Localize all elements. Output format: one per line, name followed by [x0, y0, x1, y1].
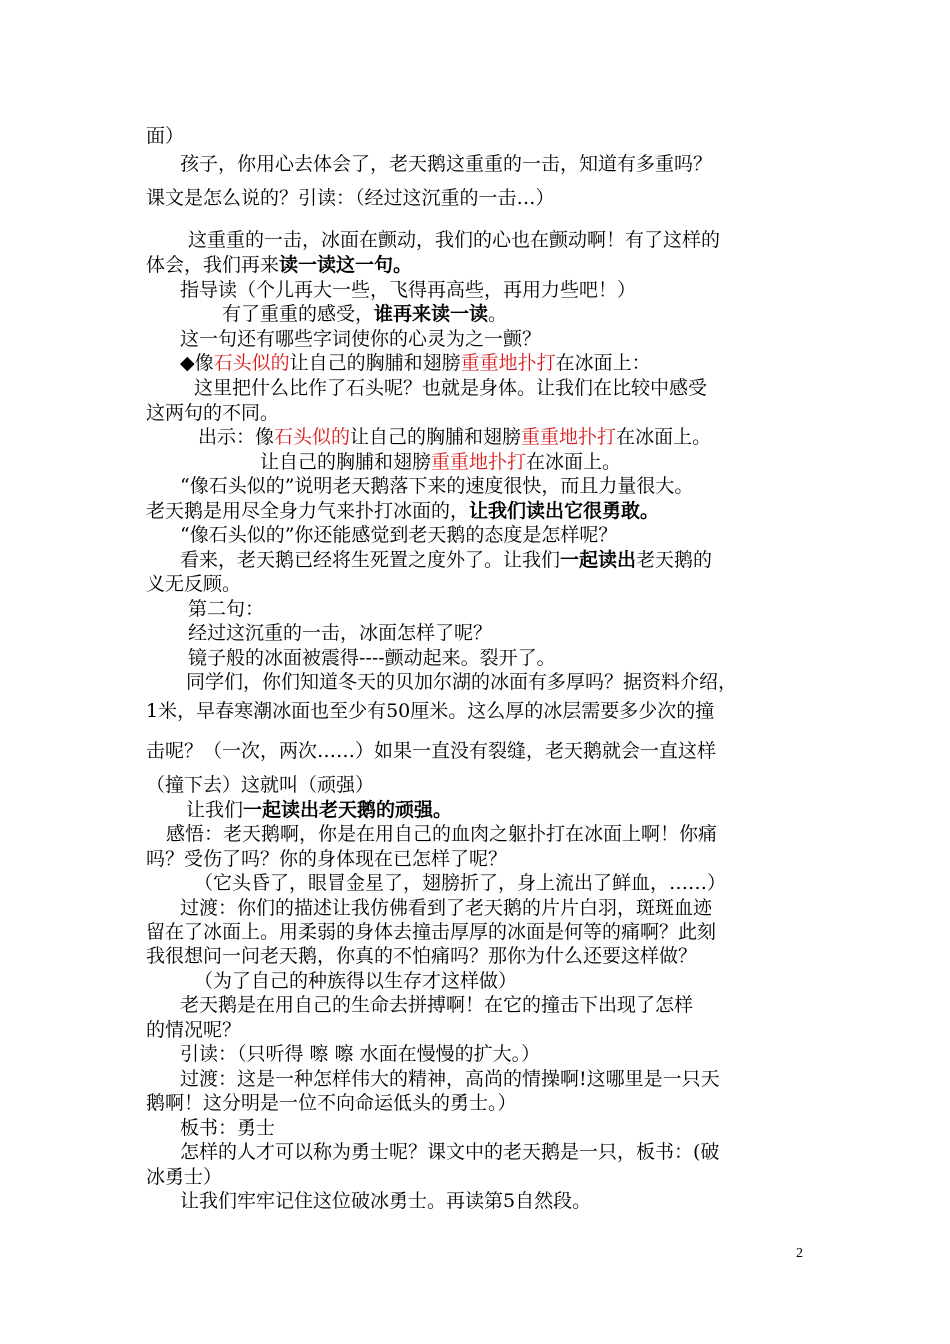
- highlighted-text: 石头似的: [213, 352, 290, 374]
- text-line: [180, 152, 712, 176]
- text-run: 击呢？（一次，两次……）如果一直没有裂缝，老天鹅就会一直这样: [146, 740, 717, 762]
- text-line: [180, 523, 617, 547]
- text-line: [180, 896, 712, 920]
- text-run: 冰勇士）: [146, 1166, 223, 1188]
- text-line: [180, 1042, 540, 1066]
- text-run: 的情况呢？: [146, 1019, 242, 1041]
- text-run: 板书：勇士: [180, 1117, 276, 1139]
- text-run: 这里把什么比作了石头呢？也就是身体。让我们在比较中感受: [194, 377, 708, 399]
- text-line: [198, 425, 711, 449]
- text-run: （为了自己的种族得以生存才这样做）: [194, 970, 518, 992]
- text-line: [180, 548, 712, 572]
- text-run: 1米，早春寒潮冰面也至少有50厘米。这么厚的冰层需要多少次的撞: [146, 700, 715, 722]
- text-line: [146, 1018, 241, 1042]
- text-run: 同学们，你们知道冬天的贝加尔湖的冰面有多厚吗？据资料介绍，: [186, 671, 738, 693]
- text-line: [188, 228, 720, 252]
- text-line: [180, 278, 636, 302]
- bold-text: 谁再来读一读: [374, 303, 489, 325]
- text-run: 过渡：你们的描述让我仿佛看到了老天鹅的片片白羽，斑斑血迹: [180, 897, 713, 919]
- text-line: [166, 822, 717, 846]
- text-line: [146, 1165, 222, 1189]
- text-line: [146, 920, 716, 944]
- text-line: [194, 969, 517, 993]
- text-run: 第二句：: [188, 598, 265, 620]
- text-line: [180, 351, 651, 375]
- bold-text: 让我们读出它很勇敢。: [469, 500, 660, 522]
- text-line: [146, 944, 697, 968]
- text-line: [188, 597, 264, 621]
- text-run: 我很想问一问老天鹅，你真的不怕痛吗？那你为什么还要这样做？: [146, 945, 698, 967]
- text-run: 吗？受伤了吗？你的身体现在已怎样了呢？: [146, 848, 508, 870]
- text-line: [188, 646, 556, 670]
- text-run: （它头昏了，眼冒金星了，翅膀折了，身上流出了鲜血，……）: [194, 872, 727, 894]
- text-run: 鹅啊！这分明是一位不向命运低头的勇士。）: [146, 1092, 517, 1114]
- text-line: [260, 450, 621, 474]
- highlighted-text: 重重地扑打: [521, 426, 617, 448]
- text-run: 留在了冰面上。用柔弱的身体去撞击厚厚的冰面是何等的痛啊？此刻: [146, 921, 717, 943]
- text-run: 面）: [146, 125, 185, 147]
- text-line: [180, 1116, 275, 1140]
- text-run: 让自己的胸脯和翅膀: [289, 352, 461, 374]
- text-line: [146, 773, 374, 797]
- text-run: 这重重的一击，冰面在颤动，我们的心也在颤动啊！有了这样的: [188, 229, 721, 251]
- text-run: 让自己的胸脯和翅膀: [260, 451, 432, 473]
- text-run: 过渡：这是一种怎样伟大的精神，高尚的情操啊!这哪里是一只天: [180, 1068, 720, 1090]
- text-line: [186, 798, 452, 822]
- highlighted-text: 石头似的: [274, 426, 351, 448]
- page-number: 2: [796, 1246, 803, 1261]
- text-run: 这一句还有哪些字词使你的心灵为之一颤？: [180, 328, 542, 350]
- bold-text: 一起读出老天鹅的顽强。: [243, 799, 453, 821]
- text-run: “像石头似的”你还能感觉到老天鹅的态度是怎样呢？: [180, 524, 618, 546]
- text-run: （撞下去）这就叫（顽强）: [146, 774, 375, 796]
- text-line: [146, 253, 412, 277]
- text-run: 让我们: [186, 799, 244, 821]
- text-run: 孩子，你用心去体会了，老天鹅这重重的一击，知道有多重吗？: [180, 153, 713, 175]
- text-run: 。: [488, 303, 508, 325]
- highlighted-text: 重重地扑打: [460, 352, 556, 374]
- text-line: [146, 847, 507, 871]
- text-run: 出示：像: [198, 426, 275, 448]
- text-run: 让自己的胸脯和翅膀: [350, 426, 522, 448]
- text-run: 经过这沉重的一击，冰面怎样了呢？: [188, 622, 493, 644]
- text-line: [146, 739, 716, 763]
- text-line: [146, 572, 241, 596]
- text-line: [188, 621, 492, 645]
- text-run: 在冰面上：: [555, 352, 651, 374]
- text-line: [146, 124, 184, 148]
- text-line: [146, 186, 555, 210]
- text-line: [146, 401, 279, 425]
- text-line: [146, 1091, 517, 1115]
- text-run: 老天鹅是用尽全身力气来扑打冰面的，: [146, 500, 470, 522]
- text-line: [180, 327, 541, 351]
- text-line: [180, 474, 693, 498]
- bold-text: 一起读出: [560, 549, 637, 571]
- text-run: 义无反顾。: [146, 573, 242, 595]
- text-run: 镜子般的冰面被震得----颤动起来。裂开了。: [188, 647, 556, 669]
- text-run: 指导读（个儿再大一些，飞得再高些，再用力些吧！）: [180, 279, 637, 301]
- text-run: “像石头似的”说明老天鹅落下来的速度很快，而且力量很大。: [180, 475, 694, 497]
- text-line: [186, 670, 737, 694]
- text-run: 在冰面上。: [526, 451, 622, 473]
- text-run: 让我们牢牢记住这位破冰勇士。再读第5自然段。: [180, 1190, 592, 1212]
- text-line: [180, 993, 693, 1017]
- text-run: ◆像: [180, 352, 214, 374]
- text-line: [194, 871, 726, 895]
- text-line: [194, 376, 707, 400]
- text-run: 在冰面上。: [616, 426, 712, 448]
- text-line: [146, 699, 714, 723]
- text-run: 感悟：老天鹅啊，你是在用自己的血肉之躯扑打在冰面上啊！你痛: [166, 823, 718, 845]
- text-run: 体会，我们再来: [146, 254, 280, 276]
- text-line: [146, 499, 659, 523]
- text-line: [180, 1067, 720, 1091]
- text-run: 老天鹅是在用自己的生命去拼搏啊！在它的撞击下出现了怎样: [180, 994, 694, 1016]
- text-run: 引读：（只听得 嚓 嚓 水面在慢慢的扩大。）: [180, 1043, 541, 1065]
- text-line: [180, 1189, 591, 1213]
- text-run: 老天鹅的: [636, 549, 713, 571]
- bold-text: 读一读这一句。: [279, 254, 413, 276]
- text-run: 怎样的人才可以称为勇士呢？课文中的老天鹅是一只，板书：(破: [180, 1141, 720, 1163]
- text-run: 这两句的不同。: [146, 402, 280, 424]
- text-run: 有了重重的感受，: [222, 303, 375, 325]
- highlighted-text: 重重地扑打: [431, 451, 527, 473]
- text-run: 看来，老天鹅已经将生死置之度外了。让我们: [180, 549, 561, 571]
- text-line: [180, 1140, 719, 1164]
- text-line: [222, 302, 507, 326]
- text-run: 课文是怎么说的？引读：（经过这沉重的一击…）: [146, 187, 555, 209]
